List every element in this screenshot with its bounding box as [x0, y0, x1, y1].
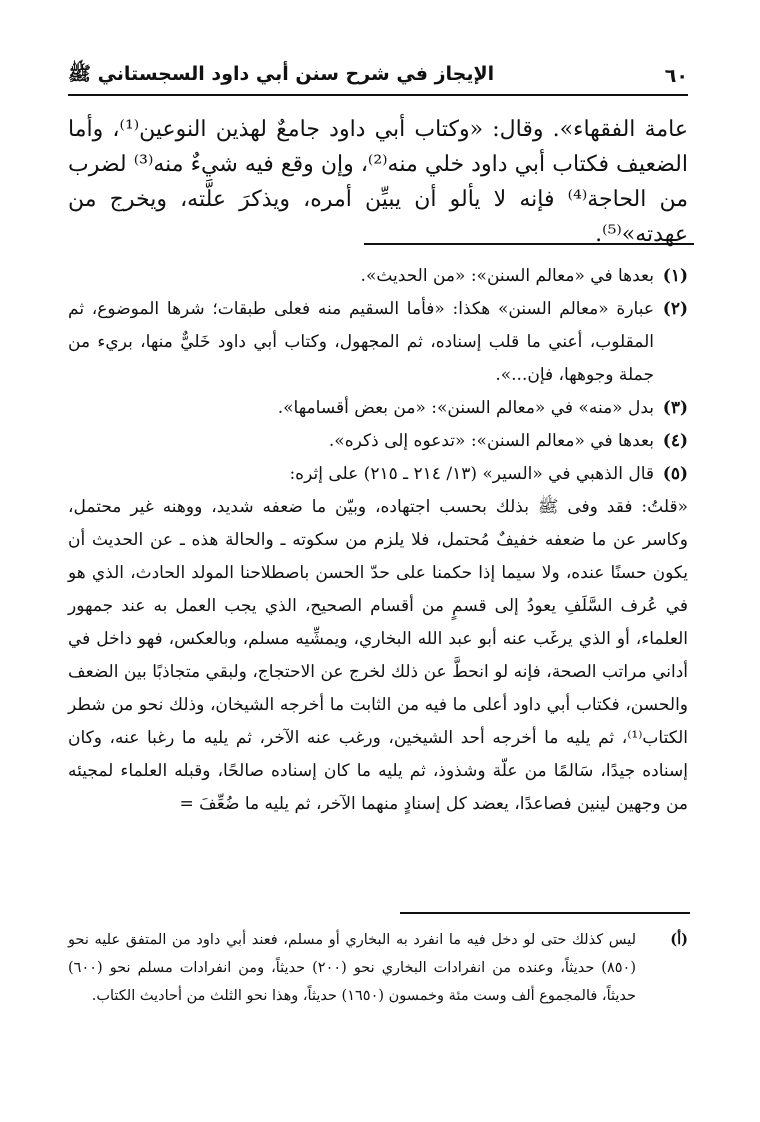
- main-paragraph: عامة الفقهاء». وقال: «وكتاب أبي داود جامعٌ لهذين النوعين⁽¹⁾، وأما الضعيف فكتاب أبي داود خلي منه⁽²⁾، وإن وقع فيه شيءٌ منه⁽³⁾ لضرب من الحاجة⁽⁴⁾ فإنه لا يألو أن يبيِّن أمره، ويذكرَ علَّته، ويخرج من عهدته»⁽⁵⁾.: [68, 117, 688, 247]
- footnote-text: بعدها في «معالم السنن»: «من الحديث».: [360, 266, 654, 286]
- inner-footnote-text: ليس كذلك حتى لو دخل فيه ما انفرد به البخاري أو مسلم، فعند أبي داود من المتفق عليه نحو (٨٥٠) حديثاً، وعنده من انفرادات البخاري نحو (٢٠٠) حديثاً، ومن انفرادات مسلم نحو (٦٠٠) حديثاً، فالمجموع ألف وست مئة وخمسون (١٦٥٠) حديثاً، وهذا نحو الثلث من أحاديث الكتاب.: [68, 932, 636, 1004]
- inner-footnote-separator: [400, 912, 690, 914]
- footnote-item: [68, 458, 688, 491]
- footnote-text: عبارة «معالم السنن» هكذا: «فأما السقيم منه فعلى طبقات؛ شرها الموضوع، ثم المقلوب، أعني ما قلب إسناده، ثم المجهول، وكتاب أبي داود خَليٌّ منها، بريء من جملة وجوهها، فإن...».: [68, 299, 654, 385]
- footnote-item: [68, 392, 688, 425]
- page-header: [68, 62, 688, 90]
- footnote-number: (٢): [662, 299, 688, 319]
- footnote-number: (٥): [662, 464, 688, 484]
- footnote-number: (٣): [662, 398, 688, 418]
- footnote-item: [68, 425, 688, 458]
- inner-footnote-number: (أ): [670, 931, 688, 948]
- main-text-block: [68, 112, 688, 252]
- dhahabi-quote: «قلتُ: فقد وفى ﷺ بذلك بحسب اجتهاده، وبيّن ما ضعفه شديد، ووهنه غير محتمل، وكاسر عن ما ضعفه خفيفٌ مُحتمل، فلا يلزم من سكوته ـ والحالة هذه ـ عن الحديث أن يكون حسنًا عنده، ولا سيما إذا حكمنا على حدّ الحسن باصطلاحنا المولد الحادث، الذي هو في عُرف السَّلَفِ يعودُ إلى قسمٍ من أقسام الصحيح، الذي يجب العمل به عند جمهور العلماء، أو الذي يرغَب عنه أبو عبد الله البخاري، ويمشِّيه مسلم، وبالعكس، فهو داخل في أداني مراتب الصحة، فإنه لو انحطَّ عن ذلك لخرج عن الاحتجاج، ولبقي متجاذبًا بين الضعف والحسن، فكتاب أبي داود أعلى ما فيه من الثابت ما أخرجه الشيخان، وذلك نحو من شطر الكتاب⁽¹⁾، ثم يليه ما أخرجه أحد الشيخين، ورغب عنه الآخر، ثم يليه ما رغبا عنه، وكان إسناده جيدًا، سَالمًا من علّة وشذوذ، ثم يليه ما كان إسناده صالحًا، وقبله العلماء لمجيئه من وجهين لينين فصاعدًا، يعضد كل إسنادٍ منهما الآخر، ثم يليه ما ضُعِّفَ =: [68, 497, 688, 814]
- footnote-item: [68, 260, 688, 293]
- footnote-text: بعدها في «معالم السنن»: «تدعوه إلى ذكره».: [328, 431, 654, 451]
- inner-footnote-item: [68, 926, 688, 1010]
- footnote-number: (٤): [662, 431, 688, 451]
- footnote-separator: [364, 243, 694, 245]
- running-title: الإيجاز في شرح سنن أبي داود السجستاني ﷺ: [68, 63, 495, 85]
- header-rule: [68, 94, 688, 96]
- page-number: ٦٠: [664, 65, 688, 87]
- footnote-text: قال الذهبي في «السير» (١٣/ ٢١٤ ـ ٢١٥) على إثره:: [289, 464, 654, 484]
- footnote-text: بدل «منه» في «معالم السنن»: «من بعض أقسامها».: [277, 398, 654, 418]
- footnote-number: (١): [662, 266, 688, 286]
- footnote-item: [68, 293, 688, 392]
- footnotes: [68, 260, 688, 821]
- inner-footnotes: [68, 926, 688, 1010]
